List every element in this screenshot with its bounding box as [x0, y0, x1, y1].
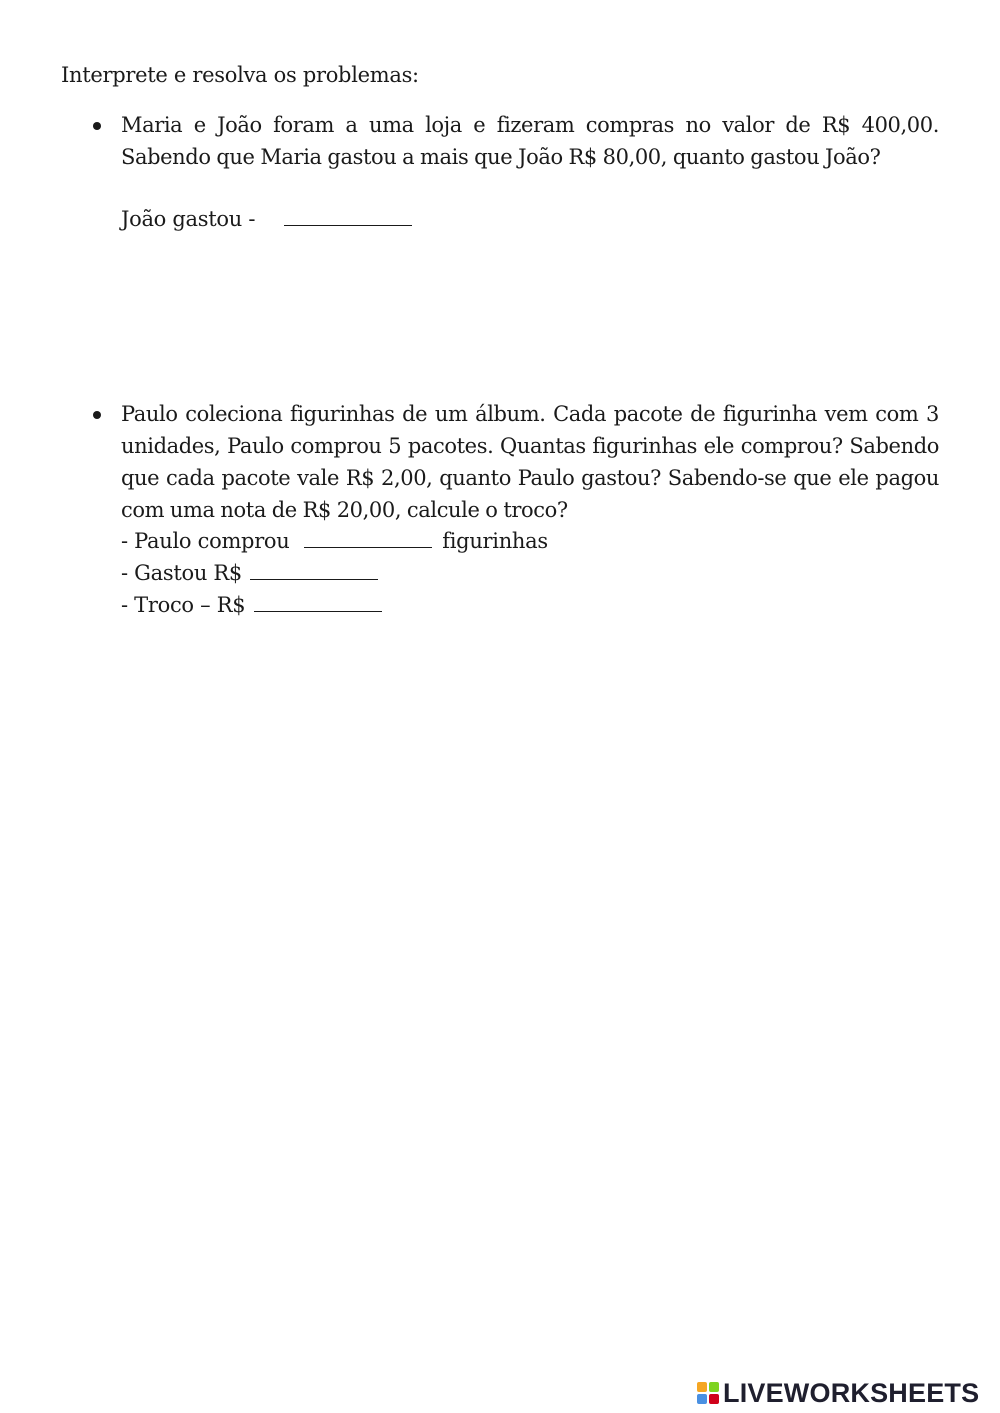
- worksheet-heading: Interprete e resolva os problemas:: [61, 63, 419, 87]
- logo-square-v: [697, 1394, 707, 1404]
- logo-mark-icon: [697, 1382, 719, 1404]
- answer-blank-troco[interactable]: [254, 589, 382, 612]
- answer-blank-figurinhas[interactable]: [304, 525, 432, 548]
- bullet-icon: [93, 122, 101, 130]
- answer-label: João gastou -: [121, 207, 256, 231]
- answer-label: - Troco – R$: [121, 593, 246, 617]
- answer-row-joao: [121, 203, 412, 235]
- answer-row-troco: [121, 589, 382, 621]
- liveworksheets-logo: [697, 1378, 979, 1408]
- answer-label: - Paulo comprou: [121, 529, 290, 553]
- answer-blank-joao-gastou[interactable]: [284, 203, 412, 226]
- logo-text: LIVEWORKSHEETS: [723, 1377, 980, 1408]
- answer-suffix: figurinhas: [442, 529, 548, 553]
- answer-row-gastou: [121, 557, 378, 589]
- problem-text: Maria e João foram a uma loja e fizeram compras no valor de R$ 400,00. Sabendo que Maria gastou a mais que João R$ 80,00, quanto gastou João?: [121, 113, 939, 169]
- logo-square-l: [697, 1382, 707, 1392]
- bullet-icon: [93, 411, 101, 419]
- logo-square-e: [709, 1394, 719, 1404]
- answer-row-figurinhas: [121, 525, 548, 557]
- answer-label: - Gastou R$: [121, 561, 242, 585]
- problem-text: Paulo coleciona figurinhas de um álbum. Cada pacote de figurinha vem com 3 unidades, Paulo comprou 5 pacotes. Quantas figurinhas ele comprou? Sabendo que cada pacote vale R$ 2,00, quanto Paulo gastou? Sabendo-se que ele pagou com uma nota de R$ 20,00, calcule o troco?: [121, 402, 939, 522]
- answer-blank-gastou[interactable]: [250, 557, 378, 580]
- logo-square-i: [709, 1382, 719, 1392]
